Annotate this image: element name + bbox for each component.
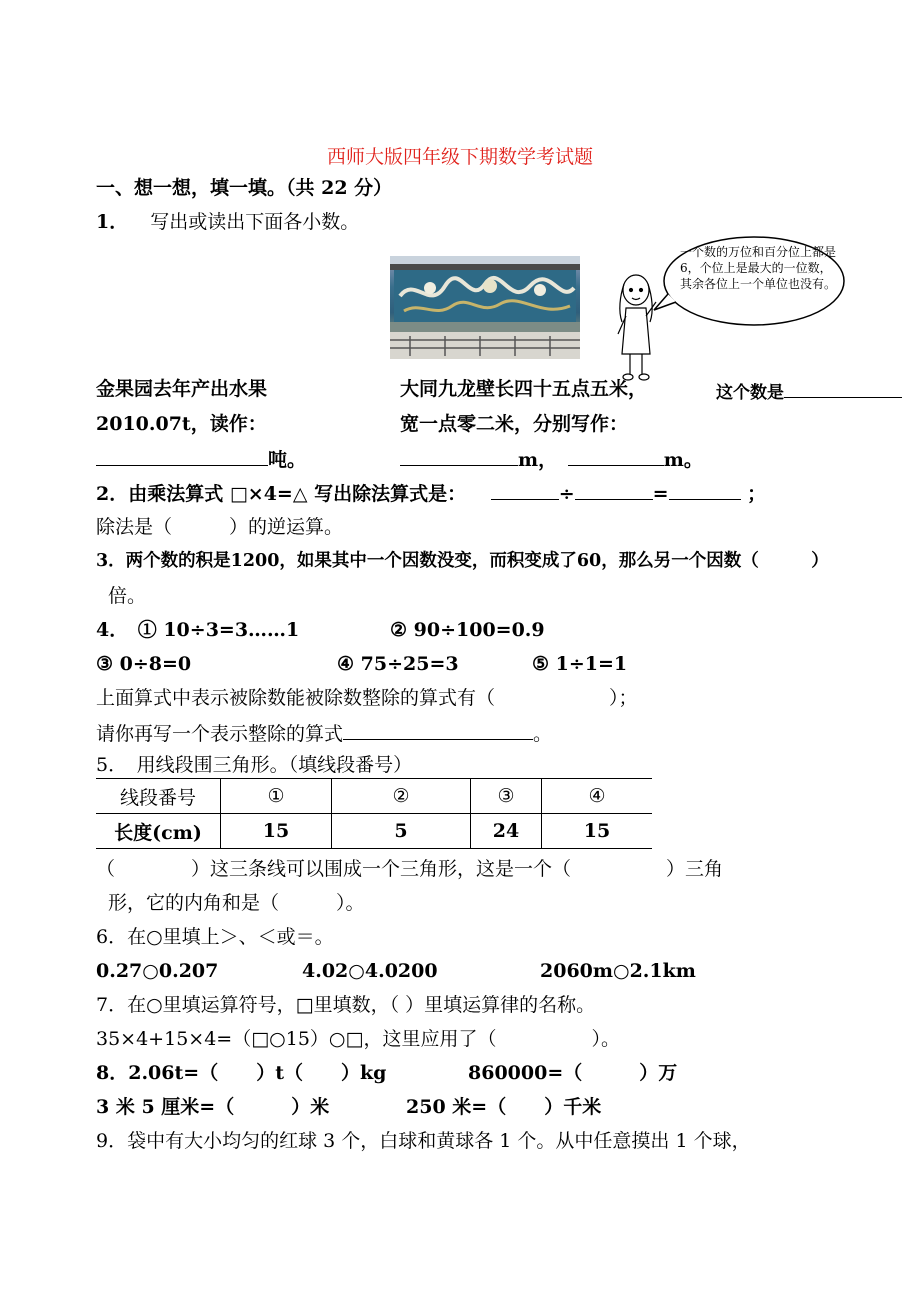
q8-c: 3 米 5 厘米=（ ）米 (96, 1096, 330, 1118)
q4-row1-a: 4． ① 10÷3=3……1 (96, 619, 300, 641)
q4-row2-a: ③ 0÷8=0 (96, 653, 192, 675)
equals-sign: = (652, 483, 669, 505)
q4-row1-b: ② 90÷100=0.9 (390, 619, 545, 641)
answer-blank[interactable] (343, 721, 533, 740)
q2-line1 (96, 481, 766, 506)
segment-table (96, 778, 652, 849)
answer-blank[interactable] (669, 481, 741, 500)
q4-row2-b: ④ 75÷25=3 (337, 653, 459, 675)
unit-text: 吨。 (268, 449, 307, 471)
right-label: 这个数是 (716, 383, 784, 403)
table-header-cell: ② (332, 779, 471, 814)
question-text: 写出或读出下面各小数。 (150, 211, 360, 233)
table-cell: 长度(cm) (96, 814, 221, 849)
nine-dragon-wall-photo (390, 256, 580, 359)
answer-blank[interactable] (96, 447, 268, 466)
question-1-title (96, 210, 359, 234)
unit-text: m。 (663, 449, 703, 471)
q3-line2: 倍。 (108, 585, 147, 607)
table-cell: 15 (221, 814, 332, 849)
q2-line2: 除法是（ ）的逆运算。 (96, 516, 344, 538)
table-header-cell: ④ (542, 779, 653, 814)
divide-sign: ÷ (558, 483, 575, 505)
speech-bubble-text: 一个数的万位和百分位上都是6，个位上是最大的一位数，其余各位上一个单位也没有。 (680, 245, 837, 291)
answer-blank[interactable] (575, 481, 653, 500)
answer-blank[interactable] (568, 447, 664, 466)
q1-left-line1: 金果园去年产出水果 (96, 378, 268, 400)
section-heading: 一、想一想，填一填。（共 22 分） (96, 177, 393, 199)
q5-line1: 5． 用线段围三角形。（填线段番号） (96, 754, 413, 776)
page-title: 西师大版四年级下期数学考试题 (326, 146, 593, 168)
q4-row2-c: ⑤ 1÷1=1 (532, 653, 628, 675)
q8-a: 8．2.06t=（ ）t（ ）kg (96, 1062, 387, 1084)
q5-line3: 形，它的内角和是（ ）。 (108, 892, 365, 914)
end-mark: ； (747, 483, 767, 505)
q4-line3: 上面算式中表示被除数能被除数整除的算式有（ ）； (96, 687, 638, 709)
q6-c: 2060m○2.1km (540, 960, 696, 982)
table-cell: 24 (471, 814, 542, 849)
table-cell: 5 (332, 814, 471, 849)
answer-blank[interactable] (784, 379, 902, 398)
q6-line1: 6．在○里填上＞、＜或＝。 (96, 926, 334, 948)
table-row (96, 779, 652, 814)
q7-line2: 35×4+15×4=（□○15）○□，这里应用了（ ）。 (96, 1028, 620, 1050)
end-mark: 。 (533, 723, 553, 745)
q4-text: 请你再写一个表示整除的算式 (96, 723, 344, 745)
q1-right-line1 (716, 379, 902, 405)
table-cell: 15 (542, 814, 653, 849)
q5-line2: （ ）这三条线可以围成一个三角形，这是一个（ ）三角 (96, 858, 724, 880)
q8-d: 250 米=（ ）千米 (406, 1096, 602, 1118)
q3-line1: 3．两个数的积是1200，如果其中一个因数没变，而积变成了60，那么另一个因数（ ） (96, 551, 829, 571)
q9-line1: 9．袋中有大小均匀的红球 3 个，白球和黄球各 1 个。从中任意摸出 1 个球， (96, 1130, 751, 1152)
q1-left-line2: 2010.07t，读作： (96, 413, 267, 435)
q8-b: 860000=（ ）万 (468, 1062, 678, 1084)
q6-a: 0.27○0.207 (96, 960, 219, 982)
q4-line4 (96, 721, 552, 746)
q1-mid-line1: 大同九龙壁长四十五点五米， (400, 378, 648, 400)
q1-mid-line2: 宽一点零二米，分别写作： (400, 413, 629, 435)
answer-blank[interactable] (491, 481, 559, 500)
q1-left-line3 (96, 447, 306, 472)
table-header-cell: 线段番号 (96, 779, 221, 814)
table-header-cell: ① (221, 779, 332, 814)
question-number: 1． (96, 211, 129, 233)
table-header-cell: ③ (471, 779, 542, 814)
dragon-wall-image (390, 256, 580, 359)
q2-text: 2．由乘法算式 □×4=△ 写出除法算式是： (96, 483, 467, 505)
answer-blank[interactable] (400, 447, 518, 466)
unit-text: m， (518, 449, 558, 471)
q7-line1: 7．在○里填运算符号，□里填数，（ ）里填运算律的名称。 (96, 994, 596, 1016)
q6-b: 4.02○4.0200 (302, 960, 438, 982)
q1-mid-line3 (400, 447, 703, 472)
table-row (96, 814, 652, 849)
